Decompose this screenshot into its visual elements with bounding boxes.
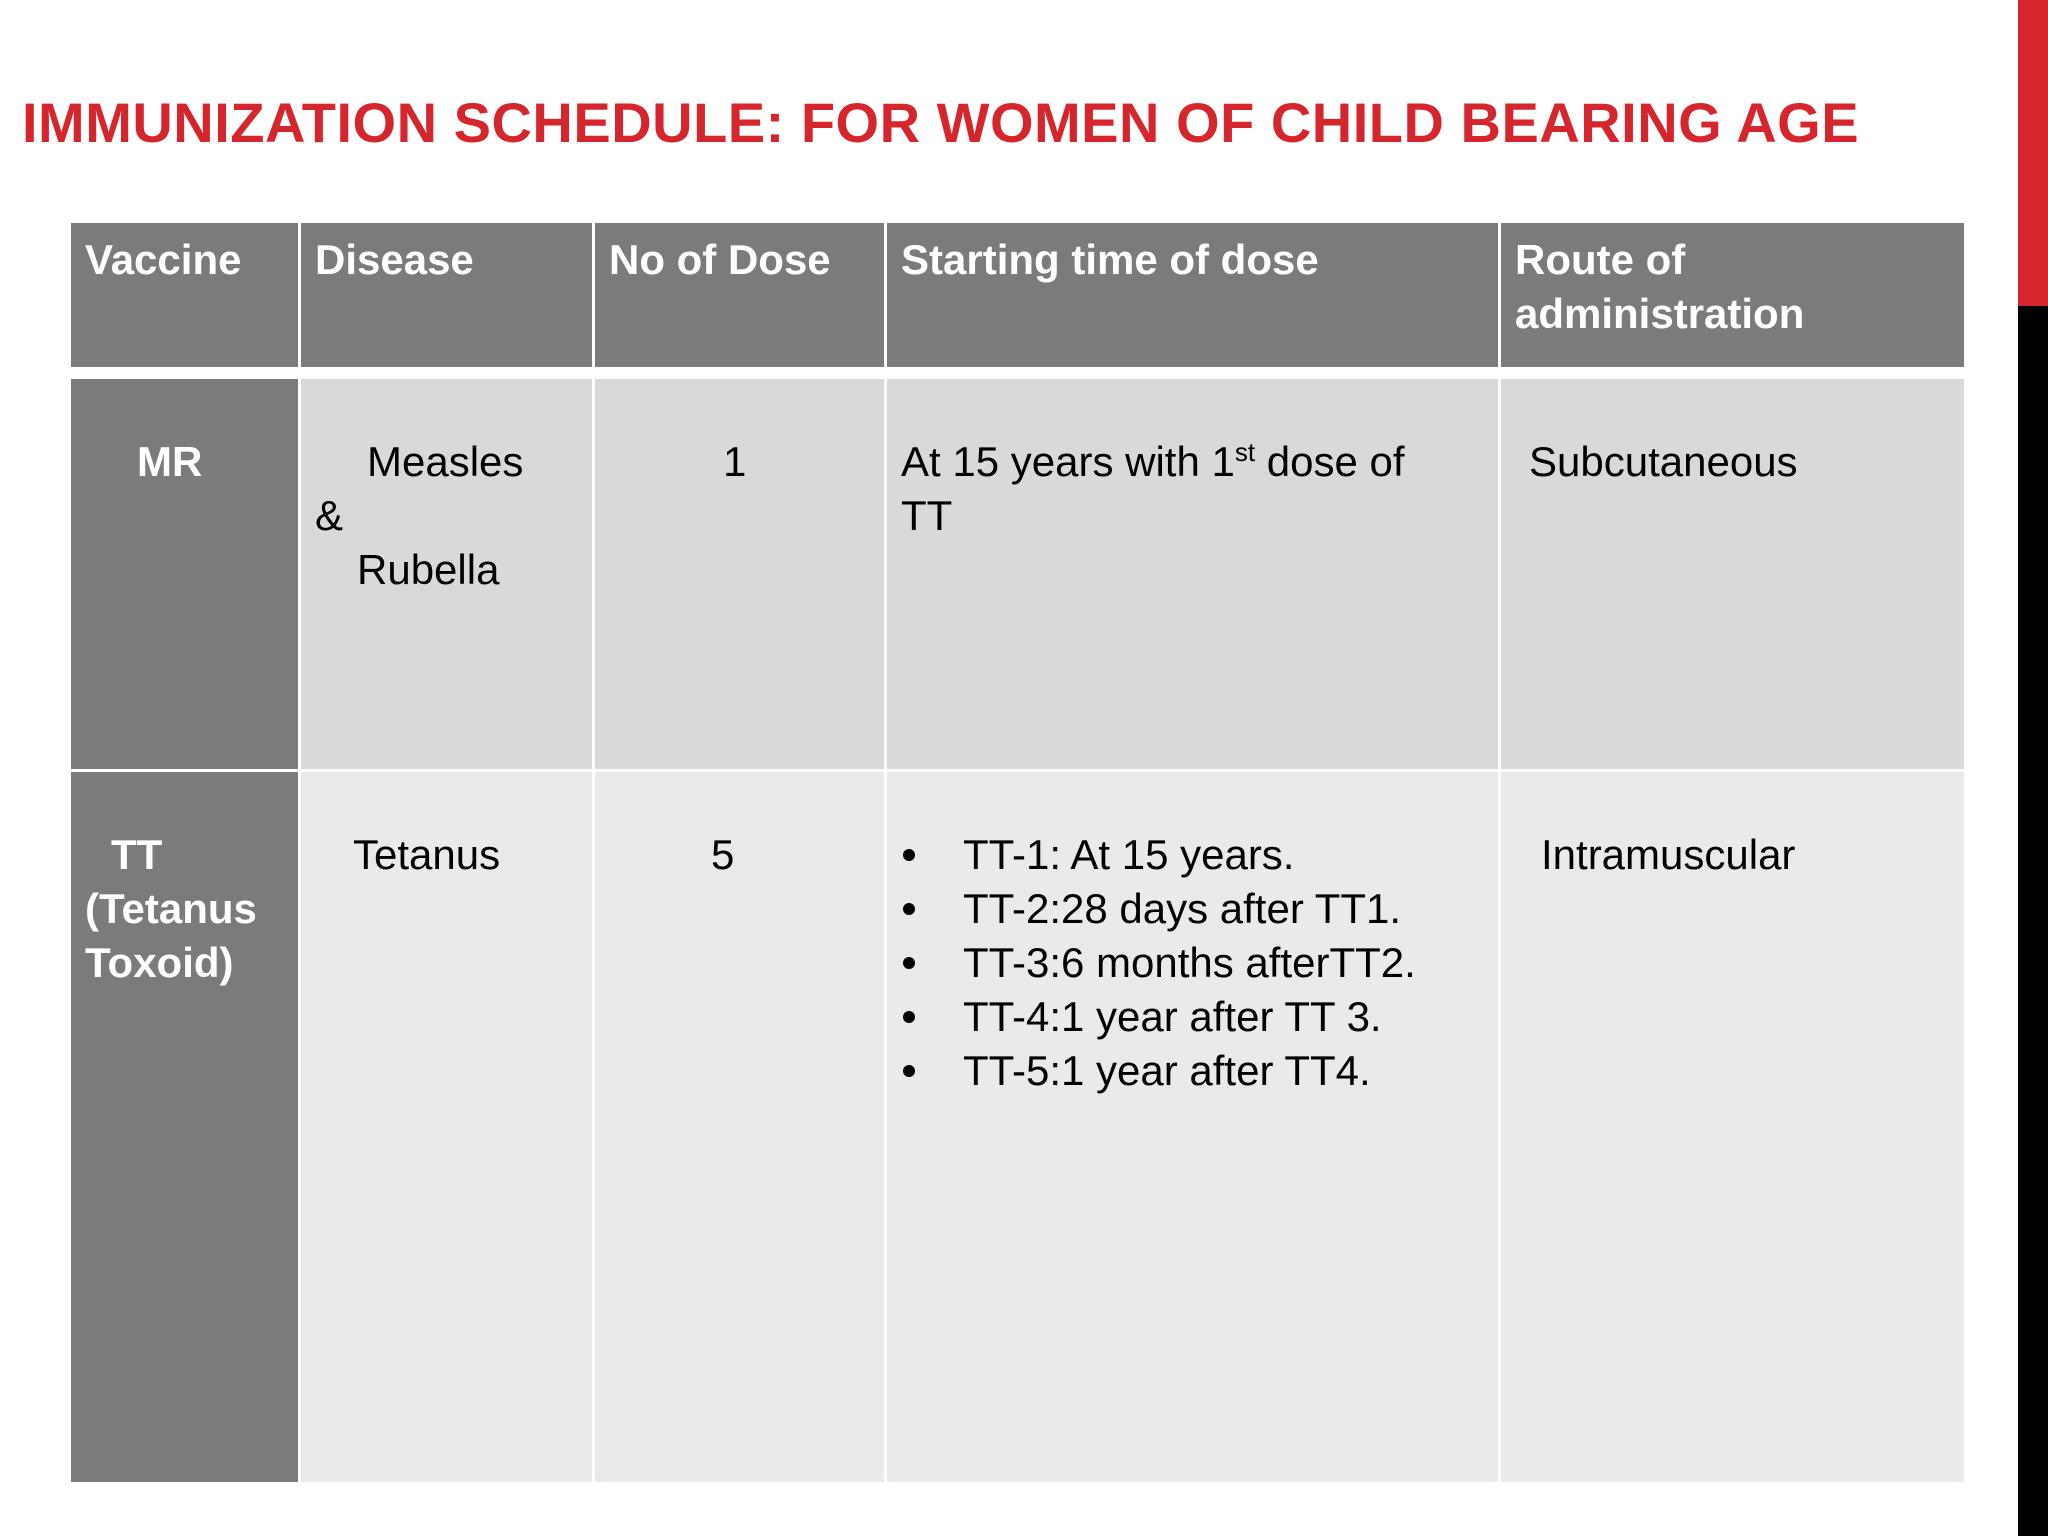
cell-doses <box>594 771 886 1484</box>
header-vaccine: Vaccine <box>70 222 300 369</box>
vaccine-name: TT <box>111 831 163 878</box>
list-item: TT-5:1 year after TT4. <box>887 1044 1498 1098</box>
table-row <box>70 378 1966 771</box>
cell-starting-time <box>886 378 1500 771</box>
header-route-line1: Route of <box>1515 236 1686 283</box>
bullet-icon <box>903 849 915 861</box>
cell-route <box>1500 771 1966 1484</box>
table-row <box>70 771 1966 1484</box>
cell-disease <box>300 378 594 771</box>
route-text: Subcutaneous <box>1529 438 1798 485</box>
header-no-of-dose: No of Dose <box>594 222 886 369</box>
list-item: TT-4:1 year after TT 3. <box>887 990 1498 1044</box>
header-route <box>1500 222 1966 369</box>
disease-text: Tetanus <box>353 831 501 878</box>
bullet-icon <box>903 957 915 969</box>
dose-count: 5 <box>711 831 735 878</box>
cell-vaccine <box>70 378 300 771</box>
dose-count: 1 <box>723 438 747 485</box>
dose-schedule-list <box>887 772 1498 1098</box>
header-route-line2: administration <box>1515 290 1805 337</box>
bullet-icon <box>903 1011 915 1023</box>
bullet-icon <box>903 1065 915 1077</box>
cell-disease <box>300 771 594 1484</box>
table-header-row <box>70 222 1966 369</box>
start-text-pre: At 15 years with 1 <box>901 438 1235 485</box>
cell-route <box>1500 378 1966 771</box>
immunization-table <box>68 220 1967 1485</box>
accent-bar-red <box>2018 0 2048 306</box>
disease-line: Rubella <box>357 546 500 593</box>
cell-starting-time <box>886 771 1500 1484</box>
start-text-post: dose of <box>1255 438 1405 485</box>
cell-doses <box>594 378 886 771</box>
disease-line: Measles <box>367 438 524 485</box>
header-starting-time: Starting time of dose <box>886 222 1500 369</box>
accent-bar-black <box>2018 306 2048 1536</box>
slide-title: IMMUNIZATION SCHEDULE: FOR WOMEN OF CHILD BEARING AGE <box>22 91 1860 154</box>
list-item: TT-1: At 15 years. <box>887 828 1498 882</box>
route-text: Intramuscular <box>1541 831 1796 878</box>
bullet-icon <box>903 903 915 915</box>
header-disease: Disease <box>300 222 594 369</box>
start-text-line2: TT <box>901 492 953 539</box>
list-item: TT-2:28 days after TT1. <box>887 882 1498 936</box>
vaccine-name: (Tetanus <box>85 885 257 932</box>
start-text-line <box>901 435 1484 489</box>
start-text-sup: st <box>1234 437 1256 467</box>
disease-line: & <box>315 492 344 539</box>
list-item: TT-3:6 months afterTT2. <box>887 936 1498 990</box>
vaccine-name: Toxoid) <box>85 939 234 986</box>
vaccine-name: MR <box>137 438 203 485</box>
cell-vaccine <box>70 771 300 1484</box>
